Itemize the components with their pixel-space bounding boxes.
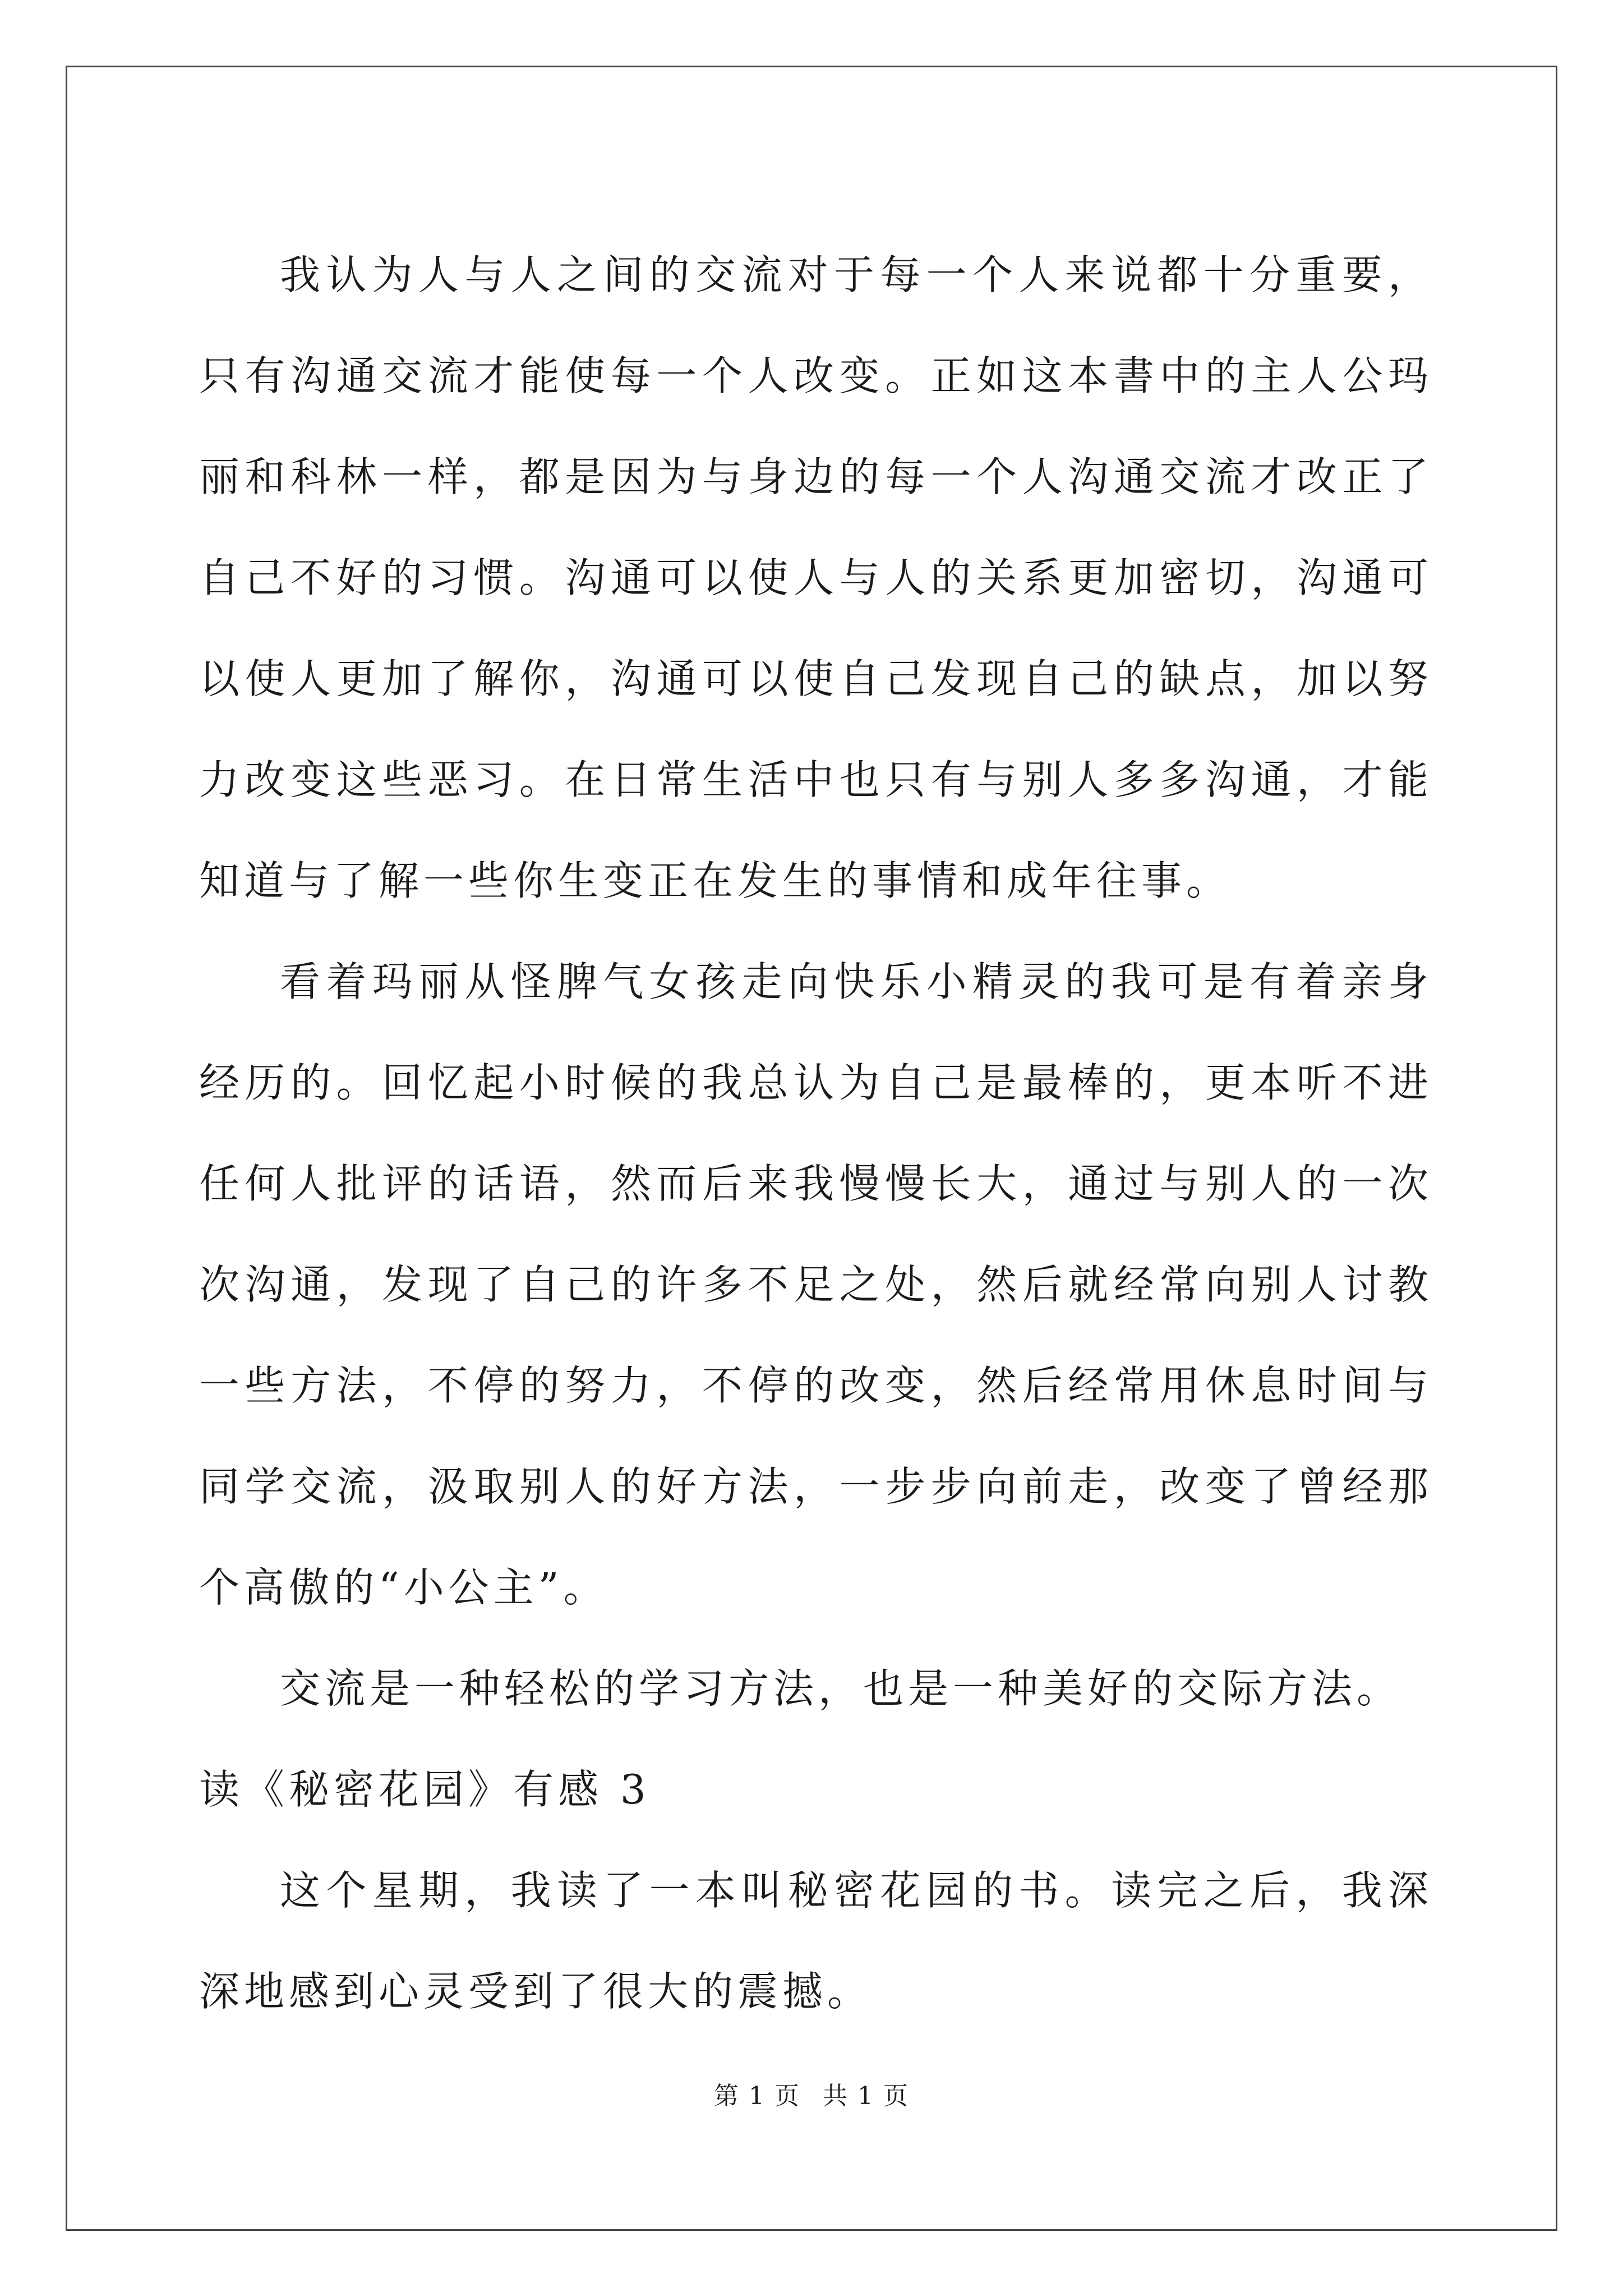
body-paragraph: 看着玛丽从怪脾气女孩走向快乐小精灵的我可是有着亲身经历的。回忆起小时候的我总认为自己是最棒的，更本听不进任何人批评的话语，然而后来我慢慢长大，通过与别人的一次次沟通，发现了自己的许多不足之处，然后就经常向别人讨教一些方法，不停的努力，不停的改变，然后经常用休息时间与同学交流，汲取别人的好方法，一步步向前走，改变了曾经那个高傲的“小公主”。 [199,958,1433,1611]
document-body [199,224,1433,2042]
page-footer [0,2076,1623,2111]
body-paragraph: 交流是一种轻松的学习方法，也是一种美好的交际方法。 [280,1665,1402,1712]
section-heading: 读《秘密花园》有感 3 [199,1766,651,1813]
page-number: 第 1 页 [714,2082,800,2110]
page-total: 共 1 页 [823,2082,909,2110]
body-paragraph: 这个星期，我读了一本叫秘密花园的书。读完之后，我深深地感到心灵受到了很大的震撼。 [199,1867,1433,2015]
body-paragraph: 我认为人与人之间的交流对于每一个人来说都十分重要，只有沟通交流才能使每一个人改变。正如这本書中的主人公玛丽和科林一样，都是因为与身边的每一个人沟通交流才改正了自己不好的习惯。沟通可以使人与人的关系更加密切，沟通可以使人更加了解你，沟通可以使自己发现自己的缺点，加以努力改变这些恶习。在日常生活中也只有与别人多多沟通，才能知道与了解一些你生变正在发生的事情和成年往事。 [199,251,1433,904]
